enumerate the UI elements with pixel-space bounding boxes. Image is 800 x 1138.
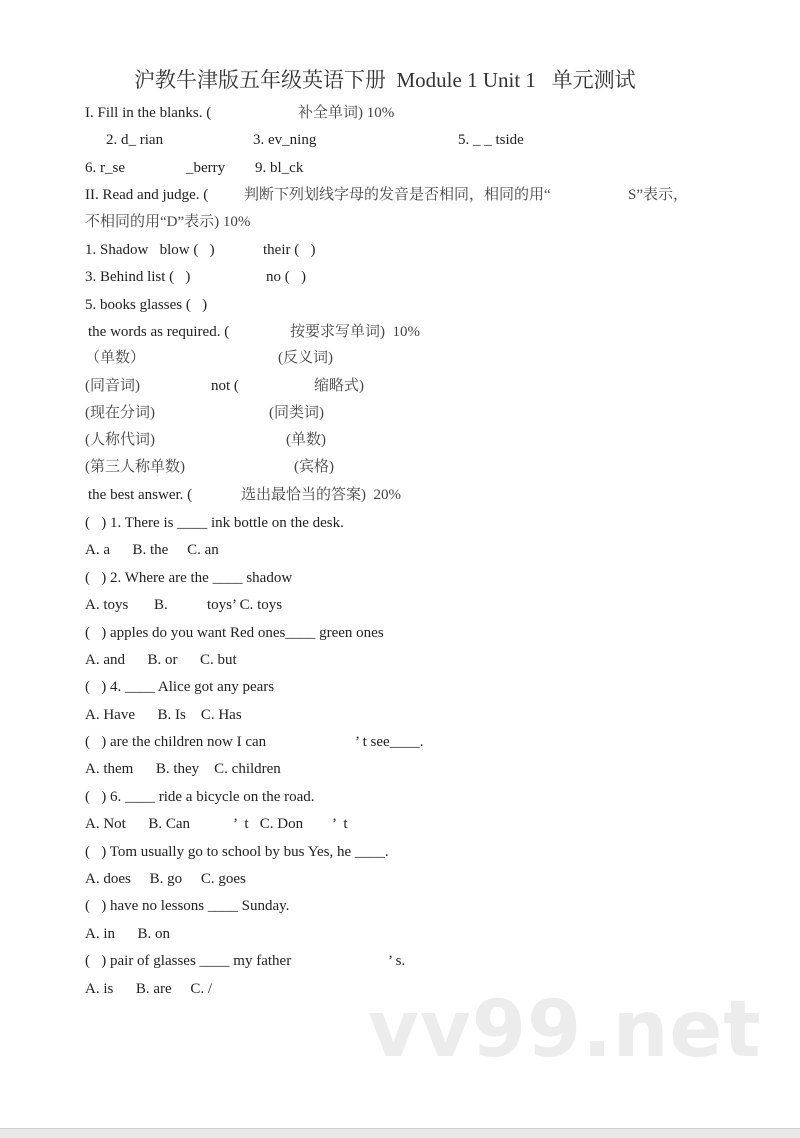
text-line-15-segment-1: the best answer. (	[88, 487, 193, 503]
text-line-15-segment-2: 选出最恰当的答案) 20%	[241, 487, 401, 503]
text-line-25-segment-1: A. them B. they C. children	[85, 761, 281, 777]
text-line-14-segment-2: (宾格)	[294, 459, 334, 475]
text-line-19-segment-1: A. toys	[85, 597, 129, 613]
text-line-19-segment-3: toys’ C. toys	[207, 597, 283, 613]
text-line-8-segment-1: 5. books glasses ( )	[85, 297, 208, 313]
text-line-31-segment-1: A. in B. on	[85, 926, 171, 942]
text-line-7-segment-1: 3. Behind list ( )	[85, 269, 191, 285]
text-line-6-segment-2: their ( )	[263, 242, 316, 258]
text-line-18-segment-1: ( ) 2. Where are the ____ shadow	[85, 570, 293, 586]
text-line-1-segment-1: I. Fill in the blanks. (	[85, 105, 212, 121]
text-line-33-segment-1: A. is B. are C. /	[85, 981, 213, 997]
text-line-24-segment-1: ( ) are the children now I can	[85, 734, 267, 750]
text-line-7-segment-2: no ( )	[266, 269, 306, 285]
text-line-19-segment-2: B.	[154, 597, 168, 613]
text-line-20-segment-1: ( ) apples do you want Red ones____ green ones	[85, 625, 384, 641]
document-title: 沪教牛津版五年级英语下册 Module 1 Unit 1 单元测试	[134, 68, 636, 92]
text-line-28-segment-1: ( ) Tom usually go to school by bus Yes, he ____.	[85, 844, 389, 860]
text-line-9-segment-2: 按要求写单词) 10%	[290, 324, 420, 340]
text-line-29-segment-1: A. does B. go C. goes	[85, 871, 246, 887]
text-line-13-segment-2: (单数)	[286, 432, 326, 448]
text-line-16-segment-1: ( ) 1. There is ____ ink bottle on the desk.	[85, 515, 344, 531]
text-line-23-segment-1: A. Have B. Is C. Has	[85, 707, 242, 723]
text-line-10-segment-2: (反义词)	[278, 350, 333, 366]
text-line-32-segment-2: ’ s.	[388, 953, 406, 969]
text-line-5-segment-1: 不相同的用“D”表示) 10%	[85, 214, 251, 230]
text-line-26-segment-1: ( ) 6. ____ ride a bicycle on the road.	[85, 789, 315, 805]
text-line-17-segment-1: A. a B. the C. an	[85, 542, 219, 558]
text-line-22-segment-1: ( ) 4. ____ Alice got any pears	[85, 679, 275, 695]
text-line-3-segment-3: 9. bl_ck	[255, 160, 304, 176]
text-line-6-segment-1: 1. Shadow blow ( )	[85, 242, 215, 258]
text-line-30-segment-1: ( ) have no lessons ____ Sunday.	[85, 898, 290, 914]
text-line-12-segment-2: (同类词)	[269, 405, 324, 421]
text-line-4-segment-3: S”表示，	[628, 187, 689, 203]
text-line-21-segment-1: A. and B. or C. but	[85, 652, 237, 668]
text-line-27-segment-3: ’ t	[332, 816, 348, 832]
text-line-13-segment-1: (人称代词)	[85, 432, 155, 448]
text-line-14-segment-1: (第三人称单数)	[85, 459, 185, 475]
text-line-2-segment-3: 5. _ _ tside	[458, 132, 524, 148]
text-line-3-segment-1: 6. r_se	[85, 160, 125, 176]
text-line-2-segment-2: 3. ev_ning	[253, 132, 317, 148]
text-line-24-segment-2: ’ t see____.	[355, 734, 424, 750]
text-line-1-segment-2: 补全单词) 10%	[298, 105, 395, 121]
text-line-3-segment-2: _berry	[186, 160, 226, 176]
text-line-11-segment-1: (同音词)	[85, 378, 140, 394]
text-line-12-segment-1: (现在分词)	[85, 405, 155, 421]
text-line-4-segment-2: 判断下列划线字母的发音是否相同，相同的用“	[244, 187, 551, 203]
text-line-27-segment-1: A. Not B. Can	[85, 816, 190, 832]
text-line-11-segment-2: not (	[211, 378, 239, 394]
watermark: vv99.net	[368, 985, 762, 1075]
text-line-10-segment-1: （单数）	[85, 350, 146, 366]
text-line-27-segment-2: ’ t C. Don	[233, 816, 304, 832]
text-line-4-segment-1: II. Read and judge. (	[85, 187, 209, 203]
text-line-32-segment-1: ( ) pair of glasses ____ my father	[85, 953, 292, 969]
text-line-11-segment-3: 缩略式)	[314, 378, 364, 394]
text-line-2-segment-1: 2. d_ rian	[106, 132, 164, 148]
text-line-9-segment-1: the words as required. (	[88, 324, 230, 340]
